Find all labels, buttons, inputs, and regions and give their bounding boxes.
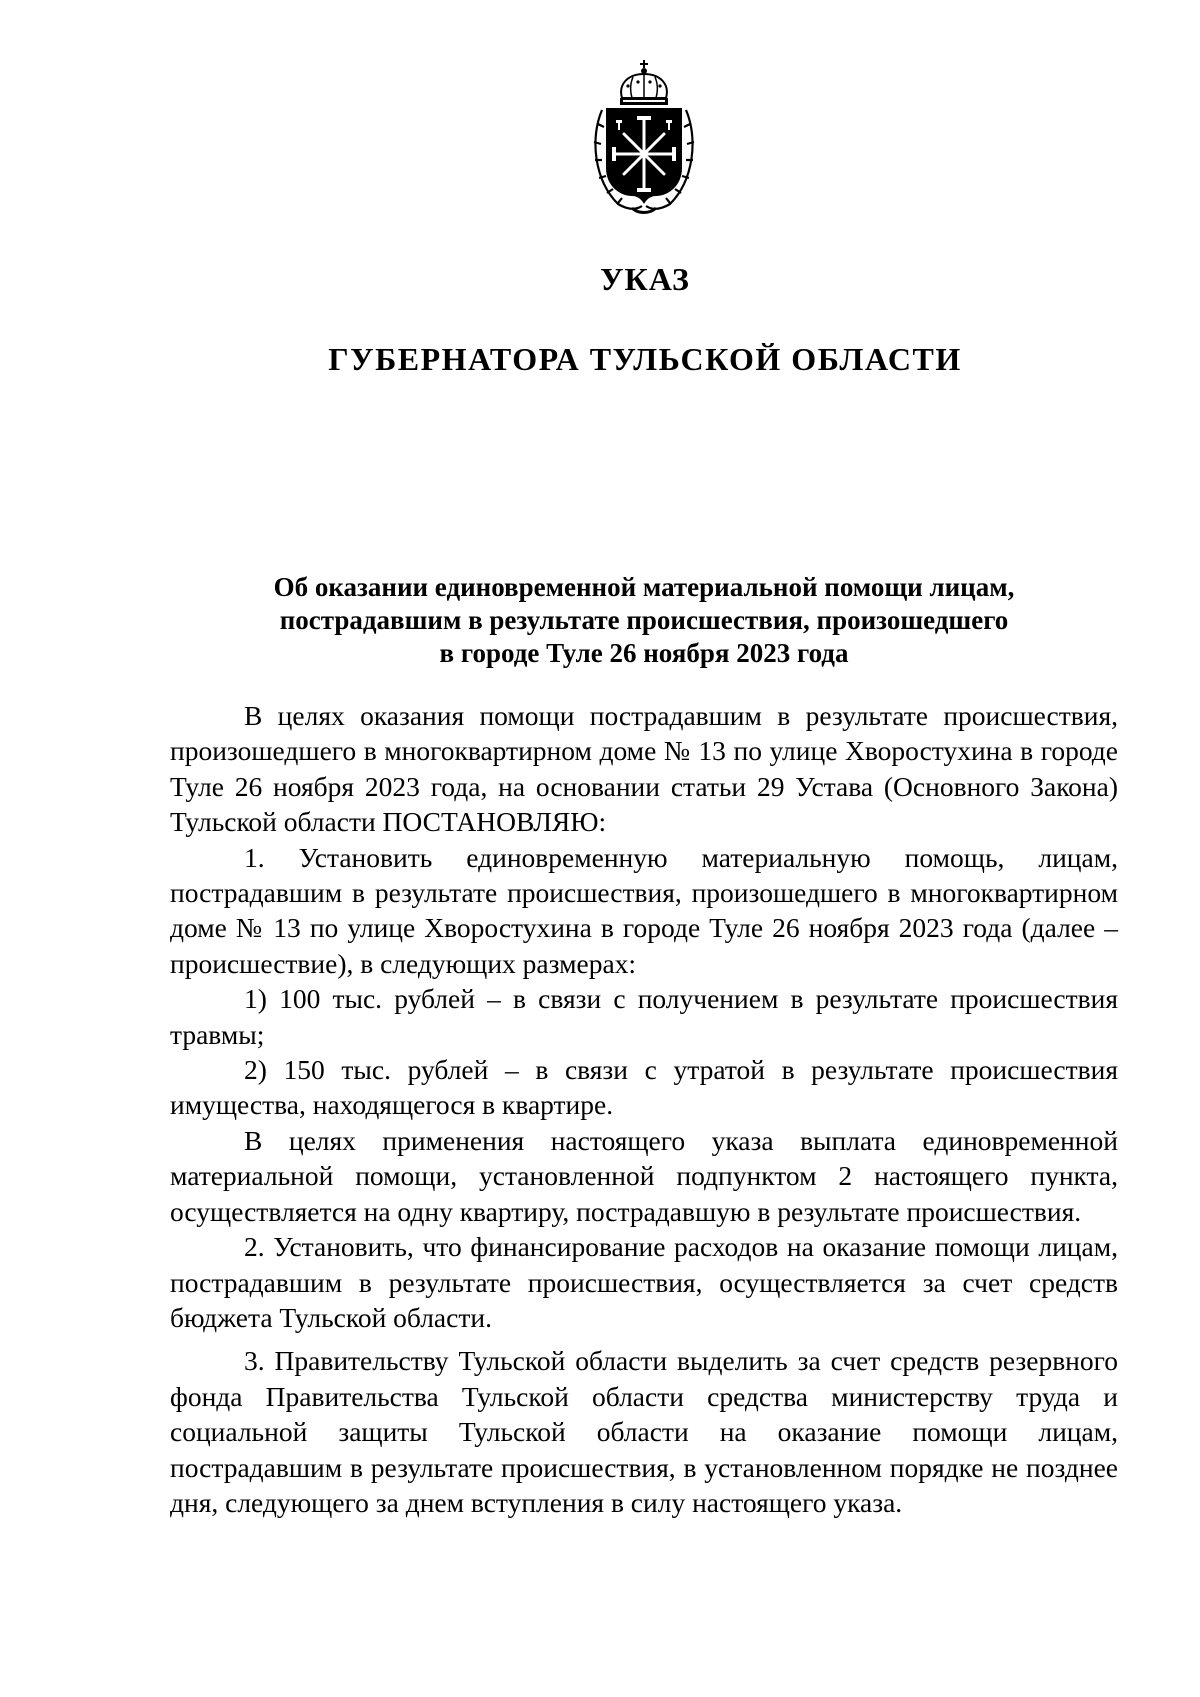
tula-coat-of-arms-icon — [588, 58, 700, 216]
document-type-heading: УКАЗ — [600, 261, 690, 297]
subject-line: пострадавшим в результате происшествия, произошедшего — [279, 605, 1009, 635]
clause-1-note-paragraph: В целях применения настоящего указа выплата единовременной материальной помощи, установленной подпунктом 2 настоящего пункта, осуществляется на одну квартиру, пострадавшую в результате происшествия. — [170, 1124, 1118, 1227]
subclause-1-paragraph: 1) 100 тыс. рублей – в связи с получением в результате происшествия травмы; — [170, 983, 1118, 1050]
crown-icon — [620, 60, 668, 105]
clause-1-paragraph: 1. Установить единовременную материальную помощь, лицам, пострадавшим в результате происшествия, произошедшего в многоквартирном доме № 13 по улице Хворостухина в городе Туле 26 ноября 2023 года (далее – происшествие), в следующих размерах: — [170, 841, 1118, 979]
document-issuer-heading: ГУБЕРНАТОРА ТУЛЬСКОЙ ОБЛАСТИ — [328, 341, 962, 377]
clause-2-paragraph: 2. Установить, что финансирование расходов на оказание помощи лицам, пострадавшим в результате происшествия, осуществляется за счет средств бюджета Тульской области. — [170, 1231, 1118, 1333]
preamble-paragraph: В целях оказания помощи пострадавшим в результате происшествия, произошедшего в многоквартирном доме № 13 по улице Хворостухина в городе Туле 26 ноября 2023 года, на основании статьи 29 Устава (Основного Закона) Тульской области ПОСТАНОВЛЯЮ: — [170, 700, 1118, 838]
subject-line: Об оказании единовременной материальной помощи лицам, — [273, 572, 1015, 602]
subject-line: в городе Туле 26 ноября 2023 года — [439, 638, 849, 668]
document-body — [170, 698, 1118, 1520]
document-subject — [170, 571, 1118, 670]
shield-icon — [606, 108, 682, 204]
clause-3-paragraph: 3. Правительству Тульской области выделить за счет средств резервного фонда Правительства Тульской области средства министерству труда и социальной защиты Тульской области на оказание помощи лицам, пострадавшим в результате происшествия, в установленном порядке не позднее дня, следующего за днем вступления в силу настоящего указа. — [170, 1345, 1118, 1518]
subclause-2-paragraph: 2) 150 тыс. рублей – в связи с утратой в результате происшествия имущества, находящегося в квартире. — [170, 1054, 1118, 1121]
